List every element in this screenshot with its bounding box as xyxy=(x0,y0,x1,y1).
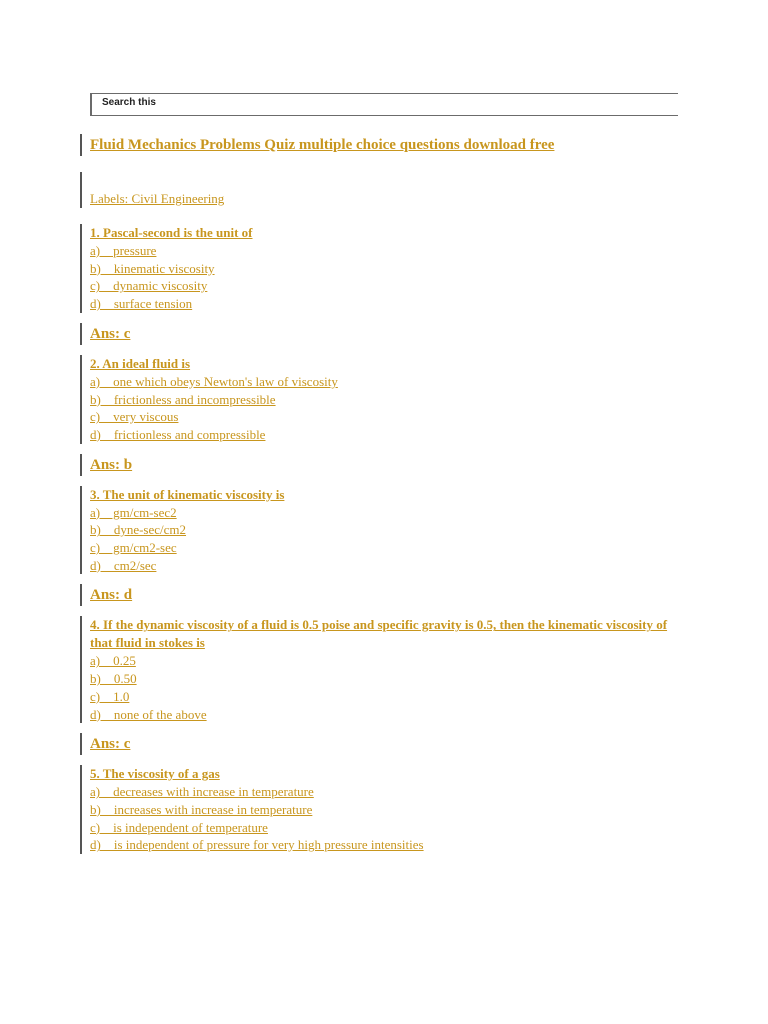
search-label: Search this xyxy=(102,97,156,108)
answer[interactable]: Ans: b xyxy=(80,454,680,476)
answer[interactable]: Ans: c xyxy=(80,323,680,345)
option[interactable]: b) frictionless and incompressible xyxy=(90,391,276,407)
option[interactable]: b) kinematic viscosity xyxy=(90,260,215,276)
option[interactable]: d) is independent of pressure for very high pressure intensities xyxy=(90,837,424,853)
option[interactable]: d) surface tension xyxy=(90,296,193,312)
question-text[interactable]: 3. The unit of kinematic viscosity is xyxy=(90,486,285,502)
option[interactable]: c) very viscous xyxy=(90,409,179,425)
question-block-3 xyxy=(80,486,680,575)
option[interactable]: a) 0.25 xyxy=(90,653,136,669)
question-text[interactable]: 1. Pascal-second is the unit of xyxy=(90,225,253,240)
option[interactable]: b) 0.50 xyxy=(90,671,137,687)
labels-block xyxy=(80,172,680,208)
option[interactable]: d) frictionless and compressible xyxy=(90,426,266,442)
question-text[interactable]: 5. The viscosity of a gas xyxy=(90,766,220,782)
question-block-4 xyxy=(80,616,680,723)
option[interactable]: d) none of the above xyxy=(90,706,207,722)
question-text[interactable]: 2. An ideal fluid is xyxy=(90,355,191,371)
search-box[interactable] xyxy=(90,93,678,116)
question-block-2 xyxy=(80,355,680,444)
option[interactable]: c) is independent of temperature xyxy=(90,819,268,835)
option[interactable]: c) gm/cm2-sec xyxy=(90,540,177,556)
option[interactable]: a) decreases with increase in temperature xyxy=(90,784,314,800)
page-title[interactable]: Fluid Mechanics Problems Quiz multiple choice questions download free xyxy=(80,134,680,156)
option[interactable]: c) dynamic viscosity xyxy=(90,278,208,294)
option[interactable]: d) cm2/sec xyxy=(90,557,157,573)
question-block-5 xyxy=(80,765,680,854)
option[interactable]: b) increases with increase in temperature xyxy=(90,801,313,817)
option[interactable]: c) 1.0 xyxy=(90,688,130,704)
article-content xyxy=(80,134,680,854)
question-block-1 xyxy=(80,224,680,313)
question-text[interactable]: 4. If the dynamic viscosity of a fluid is 0.5 poise and specific gravity is 0.5, then the kinematic viscosity of that fluid in stokes is xyxy=(90,617,668,651)
answer[interactable]: Ans: c xyxy=(80,733,680,755)
option[interactable]: a) gm/cm-sec2 xyxy=(90,504,177,520)
option[interactable]: a) pressure xyxy=(90,243,157,258)
option[interactable]: b) dyne-sec/cm2 xyxy=(90,522,187,538)
labels-link[interactable]: Labels: Civil Engineering xyxy=(90,191,225,206)
answer[interactable]: Ans: d xyxy=(80,584,680,606)
option[interactable]: a) one which obeys Newton's law of viscosity xyxy=(90,373,338,389)
